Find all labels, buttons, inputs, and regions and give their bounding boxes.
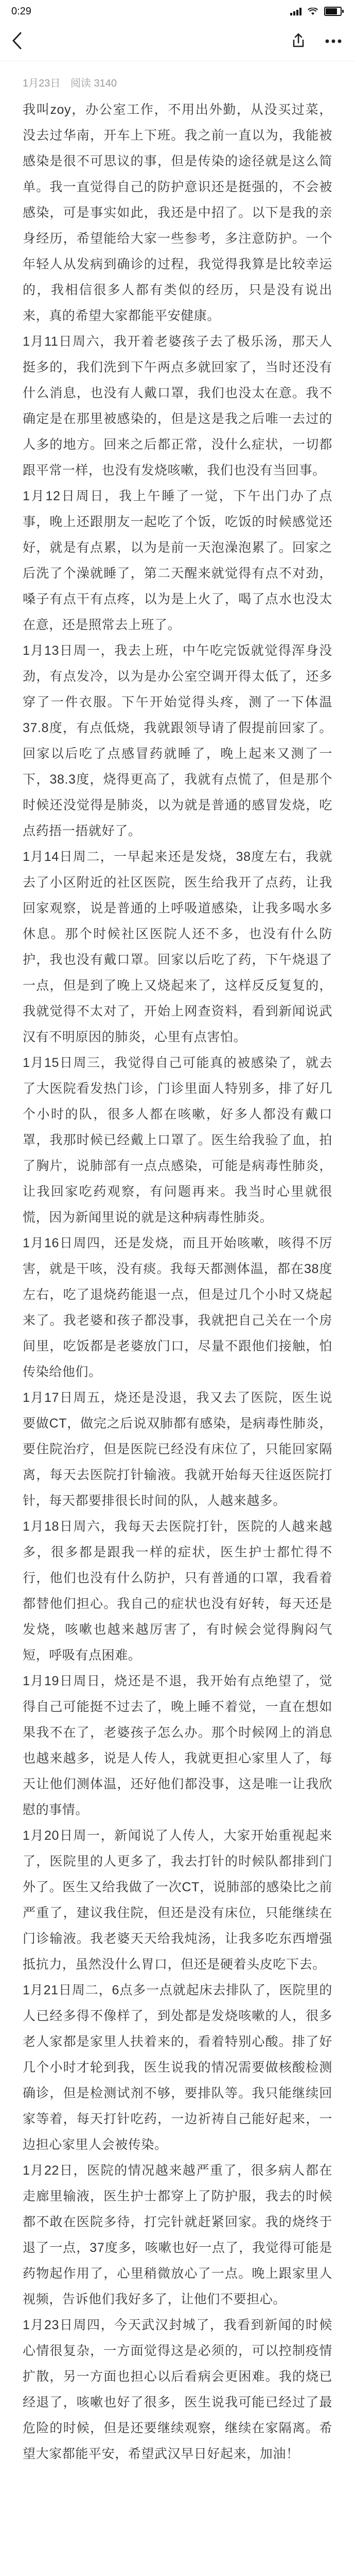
wifi-icon (308, 8, 318, 15)
article-paragraph: 1月21日周二，6点多一点就起床去排队了，医院里的人已经多得不像样了，到处都是发烧咳嗽的人，很多老人家都是家里人扶着来的，看着特别心酸。排了好几个小时才轮到我，医生说我的情况需要做核酸检测确诊，但是检测试剂不够，要排队等。我只能继续回家等着，每天打针吃药，一边祈祷自己能好起来，一边担心家里人会被传染。 (23, 1983, 332, 2152)
article-paragraph: 1月17日周五，烧还是没退，我又去了医院，医生说要做CT，做完之后说双肺都有感染，是病毒性肺炎，要住院治疗，但是医院已经没有床位了，只能回家隔离，每天去医院打针输液。我就开始每天往返医院打针，每天都要排很长时间的队，人越来越多。 (23, 1391, 332, 1508)
article-paragraph: 1月22日，医院的情况越来越严重了，很多病人都在走廊里输液，医生护士都穿上了防护服，我去的时候都不敢在医院多待，打完针就赶紧回家。我的烧终于退了一点，37度多，咳嗽也好一点了，我觉得可能是药物起作用了，心里稍微放心了一点。晚上跟家里人视频，告诉他们我好多了，让他们不要担心。 (23, 2163, 332, 2307)
article-paragraph: 我叫zoy，办公室工作，不用出外勤，从没买过菜，没去过华南，开车上下班。我之前一直以为，我能被感染是很不可思议的事，但是传染的途径就是这么简单。我一直觉得自己的防护意识还是挺强的，不会被感染，可是事实如此，我还是中招了。以下是我的亲身经历，希望能给大家一些参考，多注意防护。一个年轻人从发病到确诊的过程，我觉得我算是比较幸运的，我相信很多人都有类似的经历，只是没有说出来，真的希望大家都能平安健康。 (23, 103, 332, 323)
article-meta (0, 61, 355, 95)
back-arrow-icon (11, 31, 23, 53)
article-paragraph: 1月11日周六，我开着老婆孩子去了极乐汤，那天人挺多的，我们洗到下午两点多就回家了，当时还没有什么消息，也没有人戴口罩，我们也没太在意。我不确定是在那里被感染的，但是这是我之后唯一去过的人多的地方。回来之后都正常，没什么症状，一切都跟平常一样，也没有发烧咳嗽，我们也没有当回事。 (23, 334, 332, 478)
top-navigation-bar (0, 23, 355, 61)
signal-icon (290, 7, 301, 15)
share-button[interactable] (288, 31, 309, 52)
article-paragraph: 1月18日周六，我每天去医院打针，医院的人越来越多，很多都是跟我一样的症状，医生护士都忙得不行，他们也没有什么防护，只有普通的口罩，我看着都替他们担心。我自己的症状也没有好转，每天还是发烧，咳嗽也越来越厉害了，有时候会觉得胸闷气短，呼吸有点困难。 (23, 1519, 332, 1663)
battery-icon (324, 7, 344, 16)
article-paragraph: 1月23日周四，今天武汉封城了，我看到新闻的时候心情很复杂，一方面觉得这是必须的，可以控制疫情扩散，另一方面也担心以后看病会更困难。我的烧已经退了，咳嗽也好了很多，医生说我可能已经过了最危险的时候，但是还要继续观察，继续在家隔离。希望大家都能平安，希望武汉早日好起来，加油！ (23, 2318, 332, 2461)
article-paragraph: 1月13日周一，我去上班，中午吃完饭就觉得浑身没劲，有点发冷，以为是办公室空调开得太低了，还多穿了一件衣服。下午开始觉得头疼，测了一下体温37.8度，有点低烧，我就跟领导请了假提前回家了。回家以后吃了点感冒药就睡了，晚上起来又测了一下，38.3度，烧得更高了，我就有点慌了，但是那个时候还没觉得是肺炎，以为就是普通的感冒发烧，吃点药捂一捂就好了。 (23, 643, 332, 838)
article-paragraph: 1月12日周日，我上午睡了一觉，下午出门办了点事，晚上还跟朋友一起吃了个饭，吃饭的时候感觉还好，就是有点累，以为是前一天泡澡泡累了。回家之后洗了个澡就睡了，第二天醒来就觉得有点不对劲，嗓子有点干有点疼，以为是上火了，喝了点水也没太在意，还是照常去上班了。 (23, 489, 332, 632)
status-icons (290, 7, 344, 16)
article-paragraph: 1月20日周一，新闻说了人传人，大家开始重视起来了，医院里的人更多了，我去打针的时候队都排到门外了。医生又给我做了一次CT，说肺部的感染比之前严重了，建议我住院，但还是没有床位，只能继续在门诊输液。我老婆天天给我炖汤，让我多吃东西增强抵抗力，虽然没什么胃口，但还是硬着头皮吃下去。 (23, 1828, 332, 1972)
article-paragraph: 1月14日周二，一早起来还是发烧，38度左右，我就去了小区附近的社区医院，医生给我开了点药，让我回家观察，说是普通的上呼吸道感染，让我多喝水多休息。那个时候社区医院人还不多，也没有什么防护，我也没有戴口罩。回家以后吃了药，下午烧退了一点，但是到了晚上又烧起来了，这样反反复复的，我就觉得不太对了，开始上网查资料，看到新闻说武汉有不明原因的肺炎，心里有点害怕。 (23, 850, 332, 1044)
back-button[interactable] (11, 30, 34, 53)
more-options-button[interactable] (323, 31, 344, 52)
article-paragraph: 1月16日周四，还是发烧，而且开始咳嗽，咳得不厉害，就是干咳，没有痰。我每天都测体温，都在38度左右，吃了退烧药能退一点，但是过几个小时又烧起来了。我老婆和孩子都没事，我就把自己关在一个房间里，吃饭都是老婆放门口，尽量不跟他们接触，怕传染给他们。 (23, 1236, 332, 1379)
article-body (0, 95, 355, 2487)
status-time: 0:29 (11, 5, 31, 17)
share-icon (290, 32, 307, 52)
more-dots-icon (325, 37, 342, 46)
article-paragraph: 1月19日周日，烧还是不退，我开始有点绝望了，觉得自己可能挺不过去了，晚上睡不着觉，一直在想如果我不在了，老婆孩子怎么办。那个时候网上的消息也越来越多，说是人传人，我就更担心家里人了，每天让他们测体温，还好他们都没事，这是唯一让我欣慰的事情。 (23, 1674, 332, 1817)
article-paragraph: 1月15日周三，我觉得自己可能真的被感染了，就去了大医院看发热门诊，门诊里面人特别多，排了好几个小时的队，很多人都在咳嗽，好多人都没有戴口罩，我那时候已经戴上口罩了。医生给我验了血，拍了胸片，说肺部有一点点感染，可能是病毒性肺炎，让我回家吃药观察，有问题再来。我当时心里就很慌，因为新闻里说的就是这种病毒性肺炎。 (23, 1056, 332, 1225)
status-bar (0, 0, 355, 23)
publish-date: 1月23日 (23, 78, 61, 89)
read-count: 阅读 3140 (70, 78, 117, 89)
